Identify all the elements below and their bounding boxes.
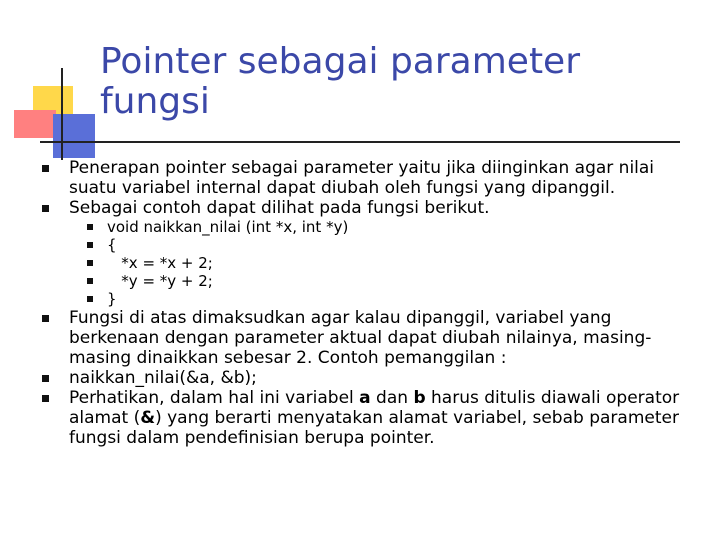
decor-blue-square bbox=[53, 114, 95, 158]
bullet-text: Penerapan pointer sebagai parameter yaitu jika diinginkan agar nilai suatu variabel internal dapat diubah oleh fungsi yang dipanggil. bbox=[69, 158, 655, 198]
bullet-marker bbox=[42, 315, 49, 322]
decor-vertical-line bbox=[61, 68, 63, 160]
code-line bbox=[87, 254, 692, 272]
text-span: dan bbox=[370, 388, 414, 408]
bullet-text bbox=[69, 388, 692, 448]
bullet-text: Sebagai contoh dapat dilihat pada fungsi berikut. bbox=[69, 198, 490, 218]
bullet-marker bbox=[42, 205, 49, 212]
code-line bbox=[87, 236, 692, 254]
variable-a: a bbox=[359, 388, 371, 408]
code-line bbox=[87, 290, 692, 308]
decor-red-square bbox=[14, 110, 56, 138]
text-span: harus ditulis diawali operator alamat ( bbox=[69, 388, 680, 428]
bullet-marker bbox=[87, 278, 93, 284]
bullet-marker bbox=[42, 375, 49, 382]
text-span: ) yang berarti menyatakan alamat variabel, sebab parameter fungsi dalam pendefinisian berupa pointer. bbox=[69, 408, 679, 448]
slide-content bbox=[42, 158, 692, 448]
bullet-item bbox=[42, 368, 692, 388]
code-text: { bbox=[107, 236, 117, 254]
code-text: void naikkan_nilai (int *x, int *y) bbox=[107, 218, 349, 236]
code-text: *y = *y + 2; bbox=[107, 272, 213, 290]
bullet-marker bbox=[42, 395, 49, 402]
slide-title: Pointer sebagai parameter fungsi bbox=[100, 41, 581, 122]
bullet-item bbox=[42, 158, 692, 198]
address-operator: & bbox=[140, 408, 156, 428]
bullet-item bbox=[42, 388, 692, 448]
bullet-marker bbox=[87, 224, 93, 230]
code-line bbox=[87, 272, 692, 290]
bullet-text: naikkan_nilai(&a, &b); bbox=[69, 368, 257, 388]
bullet-text: Fungsi di atas dimaksudkan agar kalau dipanggil, variabel yang berkenaan dengan parameter aktual dapat diubah nilainya, masing-masing dinaikkan sebesar 2. Contoh pemanggilan : bbox=[69, 308, 652, 368]
code-text: } bbox=[107, 290, 117, 308]
bullet-marker bbox=[87, 260, 93, 266]
title-divider bbox=[40, 141, 680, 143]
bullet-item bbox=[42, 308, 692, 368]
bullet-marker bbox=[87, 242, 93, 248]
text-span: Perhatikan, dalam hal ini variabel bbox=[69, 388, 360, 408]
bullet-marker bbox=[87, 296, 93, 302]
bullet-marker bbox=[42, 165, 49, 172]
bullet-item bbox=[42, 198, 692, 218]
code-text: *x = *x + 2; bbox=[107, 254, 213, 272]
variable-b: b bbox=[413, 388, 426, 408]
code-line bbox=[87, 218, 692, 236]
